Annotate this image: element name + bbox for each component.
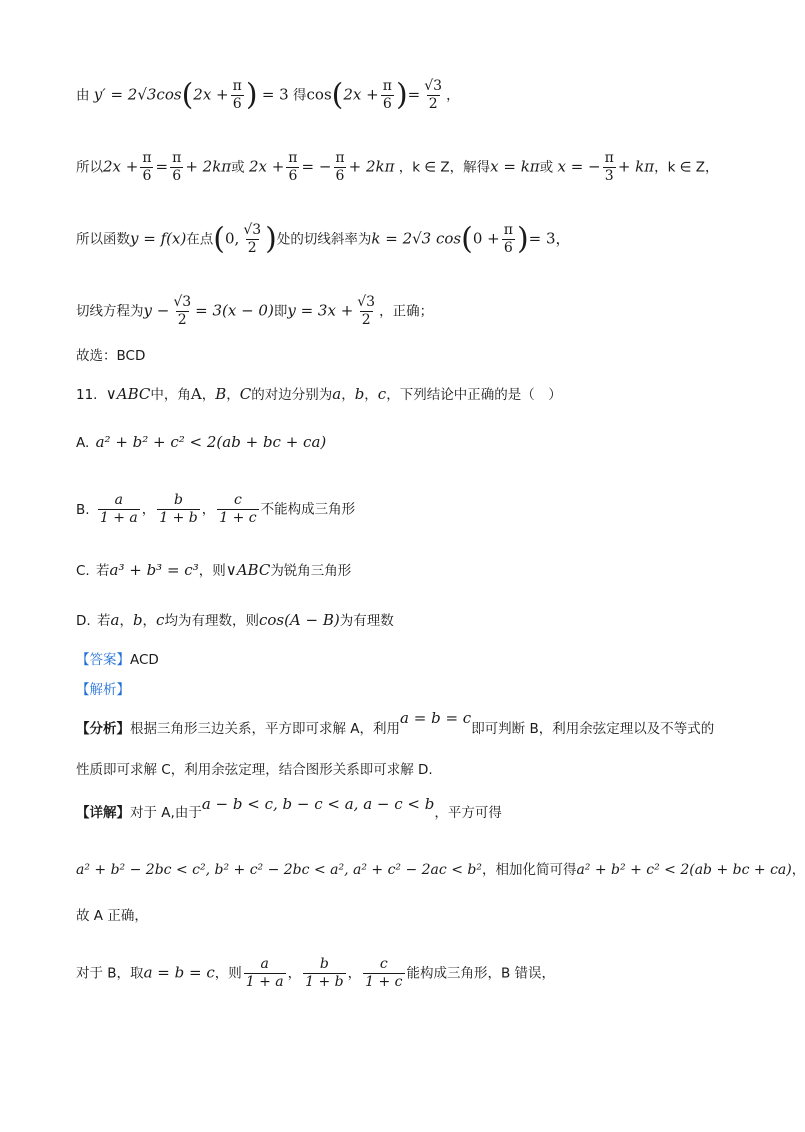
math: ∨ABC — [225, 561, 271, 579]
math: 2x + — [248, 157, 285, 176]
a-correct-line — [76, 906, 148, 926]
text: 根据三角形三边关系，平方即可求解 A，利用 — [130, 721, 401, 737]
math: B — [215, 385, 227, 403]
text: 得 — [293, 87, 307, 104]
text: 所以 — [76, 159, 103, 176]
math: 2x + — [343, 85, 379, 104]
paren: ( — [331, 77, 344, 113]
question-11: 11. ∨ABC中，角A，B，C的对边分别为a，b，c，下列结论中正确的是（ ） — [76, 385, 562, 403]
math: = — [155, 157, 169, 176]
fraction: $\frac{c}{1 + c}$ — [219, 492, 257, 526]
text: 的对边分别为 — [251, 387, 333, 403]
math: x = kπ — [490, 157, 540, 176]
paren: ) — [395, 77, 408, 113]
text: ，k ∈ Z， — [654, 159, 719, 176]
math: = 3(x − 0) — [195, 301, 274, 320]
derivation-line-1 — [76, 78, 460, 113]
text: 即 — [273, 303, 288, 320]
answer-value: ACD — [130, 652, 159, 668]
math: k = 2√3 cos — [371, 229, 462, 248]
choice-summary — [76, 346, 145, 366]
answer-line — [76, 650, 159, 670]
math: C — [239, 385, 252, 403]
math: A — [190, 385, 202, 403]
text: 若 — [96, 563, 110, 579]
derivation-line-3 — [76, 222, 571, 257]
option-c — [76, 560, 351, 581]
fraction: $\frac{\pi}{6}$ — [503, 222, 513, 256]
fraction: $\frac{a}{1 + a}$ — [99, 492, 138, 526]
text: ，k ∈ Z，解得 — [398, 159, 491, 176]
text: 对于 B，取 — [76, 965, 144, 982]
option-label: C. — [76, 563, 90, 579]
option-label: A. — [76, 435, 90, 451]
math: c — [156, 611, 165, 629]
text: 为有理数 — [339, 613, 394, 629]
fenxi-line-1 — [76, 709, 715, 739]
paren: ) — [265, 221, 277, 257]
math: ∨ABC — [105, 385, 151, 403]
text: 切线方程为 — [76, 303, 144, 320]
text: 不能构成三角形 — [260, 501, 356, 518]
text: ，平方可得 — [434, 805, 502, 821]
math: b — [354, 385, 365, 403]
derivation-line-2 — [76, 150, 719, 185]
math: cos(A − B) — [258, 611, 340, 629]
math: + kπ — [617, 157, 655, 176]
fraction: $\frac{b}{1 + b}$ — [159, 492, 198, 526]
paren: ( — [181, 77, 194, 113]
text: 对于 A,由于 — [130, 805, 202, 821]
text: 处的切线斜率为 — [276, 231, 372, 248]
text: 能构成三角形，B 错误， — [406, 965, 556, 982]
paren: ) — [245, 77, 258, 113]
math: x = − — [557, 157, 601, 176]
math: y − — [143, 301, 170, 320]
math: y = 3x + — [287, 301, 354, 320]
fraction: $\frac{\pi}{6}$ — [288, 150, 298, 184]
text: 中，角 — [150, 387, 191, 403]
derivation-line-4 — [76, 294, 433, 329]
math: + 2kπ — [185, 157, 232, 176]
math: b — [132, 611, 143, 629]
text: 由 — [76, 87, 90, 104]
xiangjie-tag: 【详解】 — [76, 805, 130, 821]
fraction: $\frac{\pi}{6}$ — [172, 150, 182, 184]
fraction: $\frac{\pi}{3}$ — [604, 150, 614, 184]
math: y′ = 2√3cos — [93, 85, 182, 104]
math: 2x + — [103, 157, 139, 176]
math: + 2kπ — [348, 157, 395, 176]
math: = − — [301, 157, 332, 176]
fraction: $\frac{\pi}{6}$ — [142, 150, 152, 184]
math: a² + b² + c² < 2(ab + bc + ca) — [576, 862, 792, 878]
text: 为锐角三角形 — [270, 563, 352, 579]
math: 2x + — [193, 85, 229, 104]
math: a — [110, 611, 120, 629]
option-a — [76, 432, 326, 453]
math: a³ + b³ = c³ — [109, 561, 199, 579]
math: cos — [306, 85, 332, 104]
fenxi-line-2 — [76, 760, 433, 780]
text: 或 — [539, 159, 554, 176]
text: ，正确； — [379, 303, 434, 320]
text: 或 — [231, 159, 245, 176]
math: = — [407, 85, 421, 104]
text: 在点 — [186, 231, 214, 248]
fraction: $\frac{√3}{2}$ — [173, 294, 192, 328]
text: 性质即可求解 C，利用余弦定理，结合图形关系即可求解 D. — [76, 762, 433, 778]
math: y = f(x) — [130, 229, 187, 248]
paren: ( — [213, 221, 226, 257]
fraction: $\frac{a}{1 + a}$ — [245, 956, 284, 990]
fraction: $\frac{\pi}{6}$ — [232, 78, 242, 112]
text: 即可判断 B，利用余弦定理以及不等式的 — [471, 721, 715, 737]
text: ，相加化简可得 — [481, 862, 577, 878]
fraction: $\frac{b}{1 + b}$ — [305, 956, 344, 990]
fraction: $\frac{√3}{2}$ — [424, 78, 443, 112]
math: = 3 — [261, 85, 289, 104]
fraction: $\frac{c}{1 + c}$ — [365, 956, 403, 990]
answer-tag: 【答案】 — [76, 652, 130, 668]
paren: ( — [461, 221, 473, 257]
text: 所以函数 — [76, 231, 130, 248]
analysis-tag: 【解析】 — [76, 682, 130, 698]
squared-line — [76, 860, 805, 880]
option-label: D. — [76, 613, 91, 629]
analysis-line — [76, 680, 130, 700]
math: a² + b² + c² < 2(ab + bc + ca) — [95, 433, 327, 451]
xiangjie-line-1 — [76, 795, 502, 823]
math: a — [332, 385, 342, 403]
math: a = b = c — [143, 963, 215, 982]
option-b: B. $\frac{a}{1 + a}$ ， $\frac{b}{1 + b}$ ， $\frac{c}{1 + c}$ 不能构成三角形 — [76, 492, 356, 526]
math: c — [377, 385, 387, 403]
fraction: $\frac{√3}{2}$ — [243, 222, 262, 256]
text: ， — [791, 862, 805, 878]
fraction: $\frac{√3}{2}$ — [357, 294, 376, 328]
math: a − b < c, b − c < a, a − c < b — [201, 795, 435, 813]
fenxi-tag: 【分析】 — [76, 721, 130, 737]
math: 0, — [225, 229, 240, 248]
option-d: D. 若a，b，c均为有理数，则cos(A − B)为有理数 — [76, 611, 394, 629]
paren: ) — [516, 221, 529, 257]
text: 故选：BCD — [76, 348, 146, 364]
fraction: $\frac{\pi}{6}$ — [382, 78, 392, 112]
math: 0 + — [472, 229, 500, 248]
text: 均为有理数，则 — [164, 613, 259, 629]
text: 若 — [96, 613, 111, 629]
question-number: 11. — [76, 387, 98, 403]
math: a = b = c — [400, 709, 472, 727]
math: = 3， — [528, 229, 571, 248]
fraction: $\frac{\pi}{6}$ — [335, 150, 345, 184]
text: 故 A 正确， — [76, 908, 148, 924]
option-label: B. — [76, 501, 90, 518]
text: ，则 — [198, 563, 226, 579]
for-b-line: 对于 B，取a = b = c，则 $\frac{a}{1 + a}$ ， $\frac{b}{1 + b}$ ， $\frac{c}{1 + c}$ 能构成三角形，B 错误， — [76, 956, 556, 990]
text: ，下列结论中正确的是（ ） — [386, 387, 562, 403]
text: ，则 — [214, 965, 242, 982]
math: a² + b² − 2bc < c², b² + c² − 2bc < a², a² + c² − 2ac < b² — [76, 862, 482, 878]
text: ， — [446, 87, 460, 104]
